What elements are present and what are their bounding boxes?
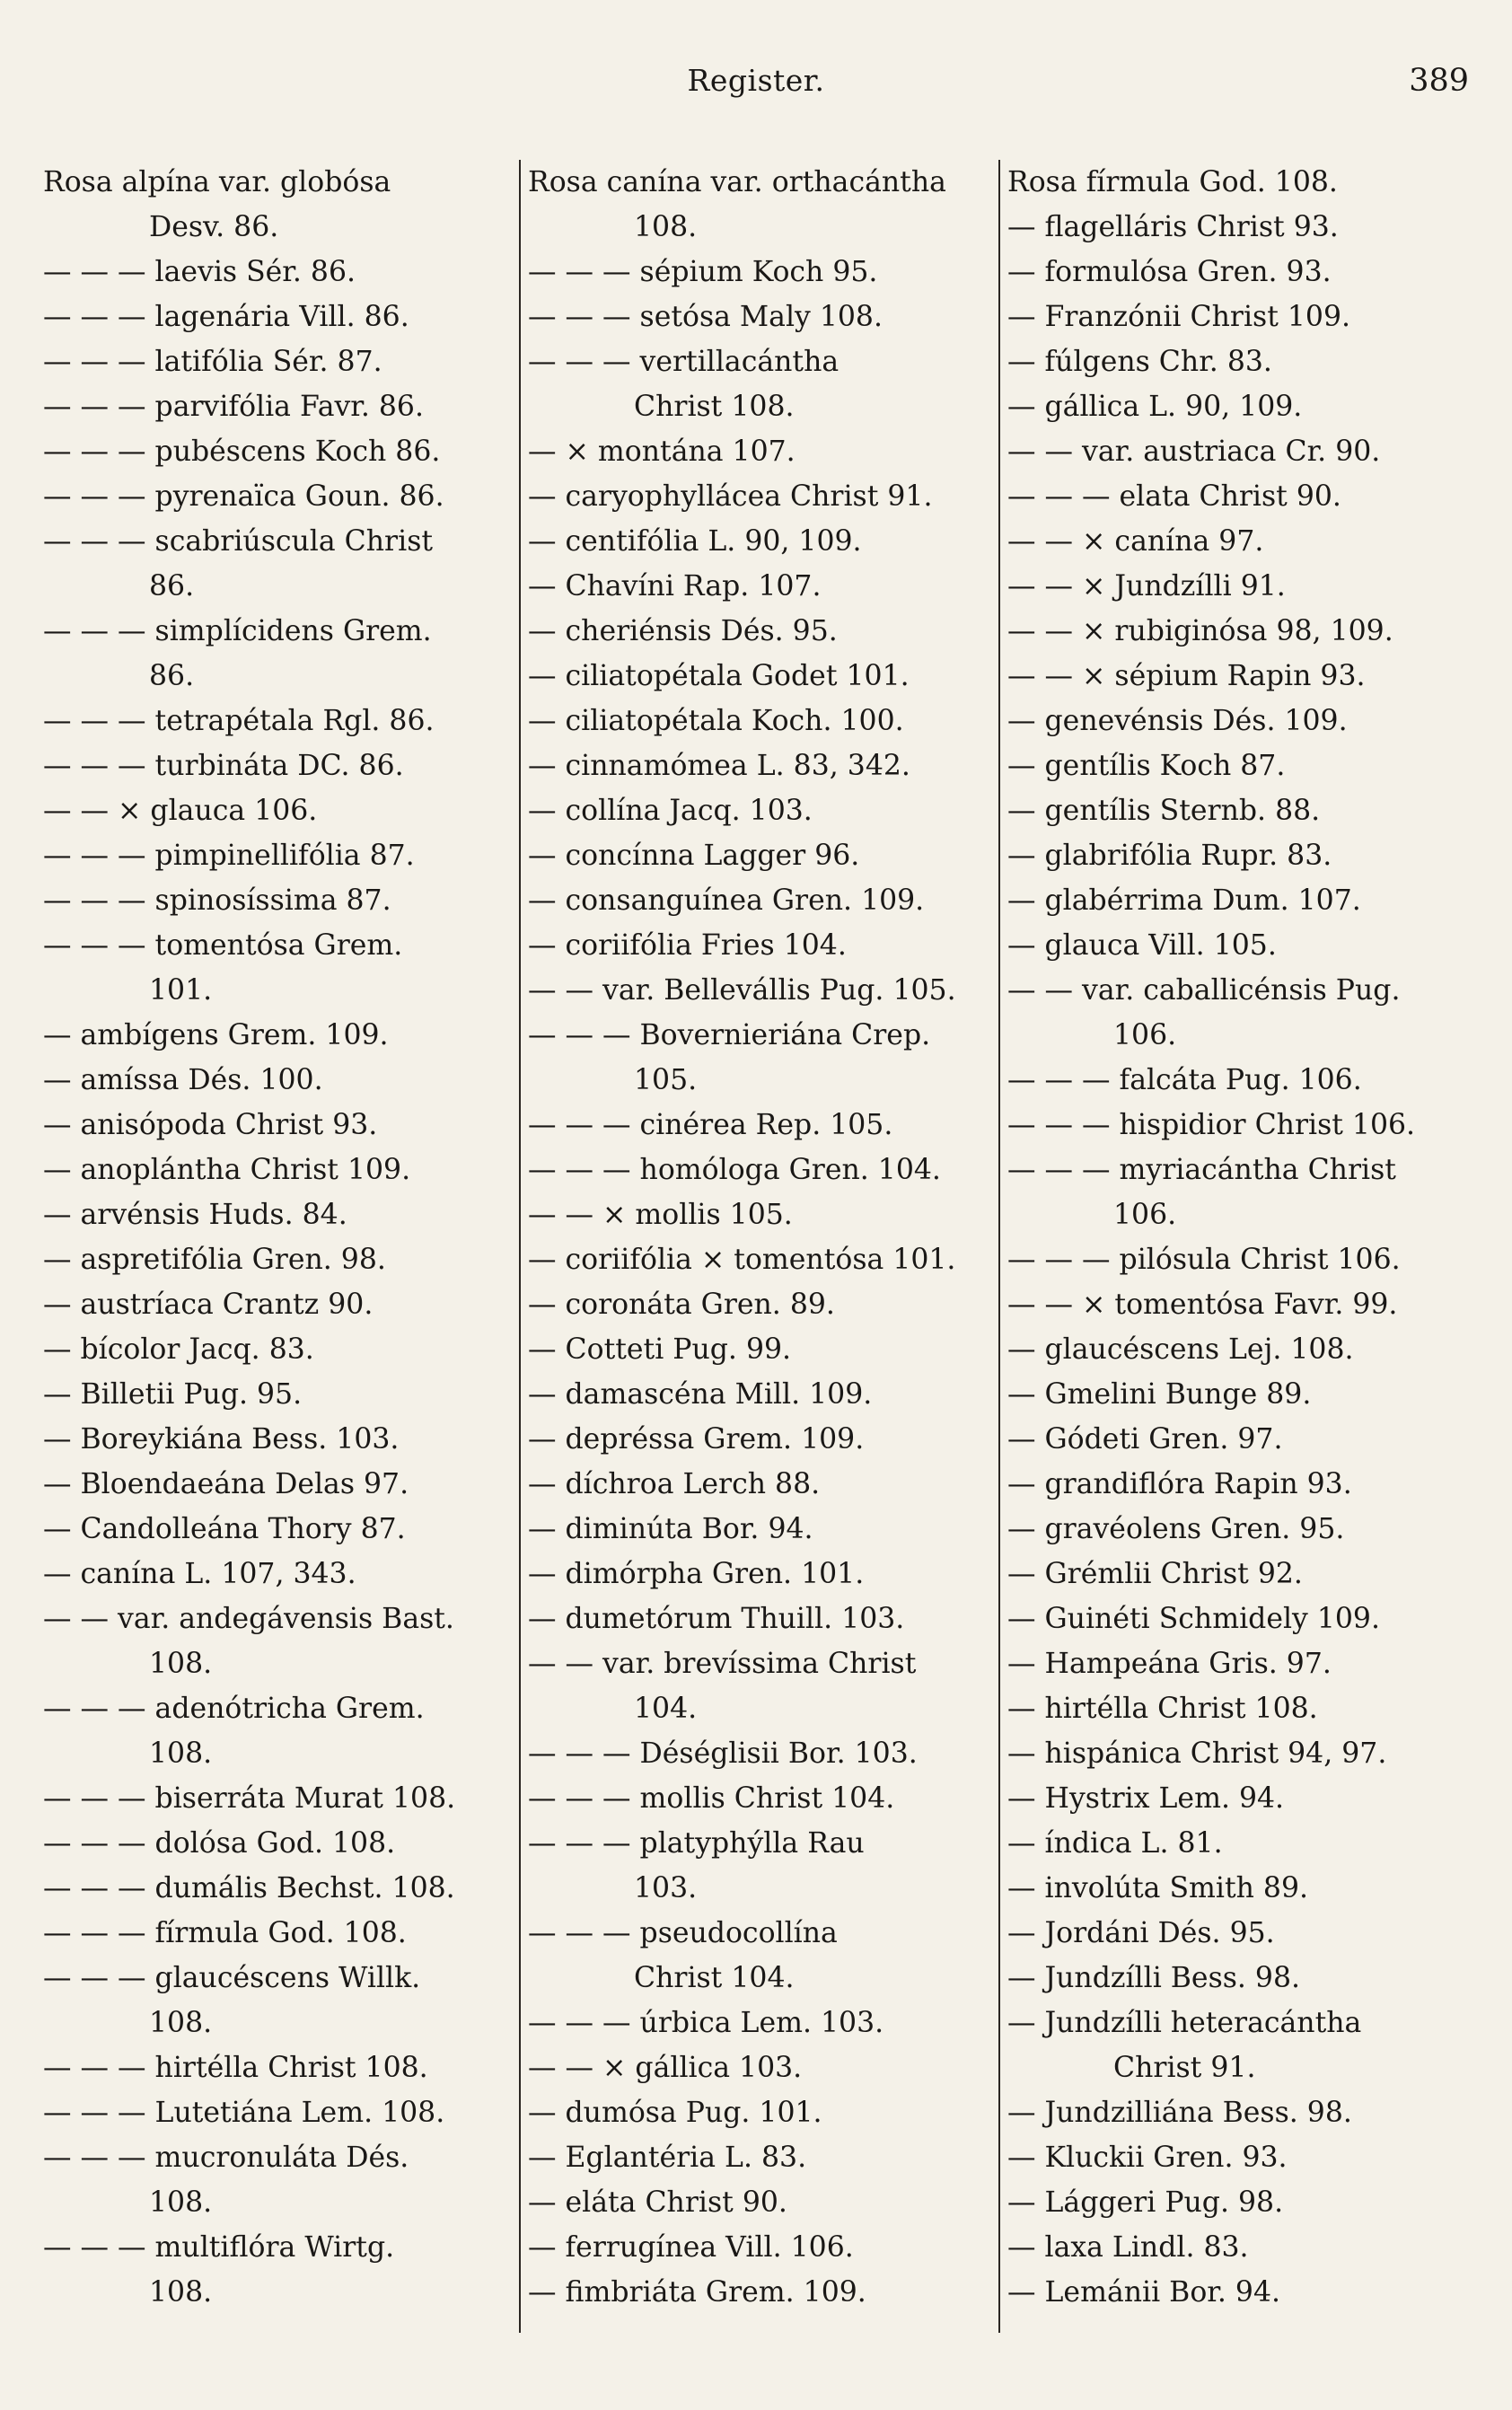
index-entry (43, 1596, 519, 1686)
index-entry-text: — Hampeána Gris. 97. (1007, 1648, 1332, 1680)
index-entry-text: — flagelláris Christ 93. (1007, 211, 1339, 243)
index-entry-text: — Hystrix Lem. 94. (1007, 1782, 1285, 1815)
index-entry (528, 2090, 1004, 2135)
index-entry-text: — glabérrima Dum. 107. (1007, 884, 1361, 917)
index-entry-text: Rosa canína var. orthacántha (528, 166, 946, 198)
index-entry (1007, 878, 1483, 923)
index-entry (1007, 1956, 1483, 2001)
index-entry-text: — ciliatopétala Godet 101. (528, 660, 910, 692)
index-entry-text: — caryophyllácea Christ 91. (528, 480, 933, 513)
index-entry (43, 788, 519, 833)
index-entry (1007, 2180, 1483, 2225)
index-entry (1007, 250, 1483, 295)
index-entry-text: — — — platyphýlla Rau (528, 1827, 865, 1860)
index-entry (528, 2045, 1004, 2090)
index-entry-text: — — — tetrapétala Rgl. 86. (43, 705, 435, 737)
index-entry (1007, 1282, 1483, 1327)
index-entry (43, 1237, 519, 1282)
index-entry-text: — — var. brevíssima Christ (528, 1648, 917, 1680)
index-entry-continuation: Christ 91. (1113, 2052, 1256, 2084)
index-entry (1007, 788, 1483, 833)
index-entry-text: — formulósa Gren. 93. (1007, 256, 1332, 288)
index-entry-text: — Jordáni Dés. 95. (1007, 1917, 1275, 1949)
index-entry (1007, 1372, 1483, 1417)
index-entry-text: — Franzónii Christ 109. (1007, 301, 1350, 333)
index-entry (1007, 1103, 1483, 1148)
index-entry (528, 339, 1004, 429)
index-entry (1007, 654, 1483, 699)
index-entry (1007, 1596, 1483, 1641)
index-entry-text: — — var. caballicénsis Pug. (1007, 974, 1401, 1007)
index-entry-text: — — — vertillacántha (528, 346, 840, 378)
index-entry (1007, 1327, 1483, 1372)
index-entry (528, 564, 1004, 609)
index-entry (528, 833, 1004, 878)
index-entry-text: — Eglantéria L. 83. (528, 2142, 807, 2174)
index-column-3 (1007, 160, 1483, 2315)
index-entry-text: — Gmelini Bunge 89. (1007, 1378, 1312, 1411)
index-entry (1007, 2001, 1483, 2090)
index-entry-text: — Kluckii Gren. 93. (1007, 2142, 1288, 2174)
index-entry-text: — coronáta Gren. 89. (528, 1289, 835, 1321)
index-entry-text: — × montána 107. (528, 435, 796, 468)
index-entry (43, 1686, 519, 1776)
index-entry-text: — — — setósa Maly 108. (528, 301, 883, 333)
index-entry-text: — involúta Smith 89. (1007, 1872, 1309, 1904)
index-entry (1007, 1641, 1483, 1686)
index-entry-text: — diminúta Bor. 94. (528, 1513, 813, 1545)
index-entry (43, 609, 519, 699)
index-entry-text: — — — falcáta Pug. 106. (1007, 1064, 1362, 1096)
index-entry-continuation: 106. (1113, 1199, 1177, 1231)
index-entry-text: — Grémlii Christ 92. (1007, 1558, 1303, 1590)
index-entry-text: — — — myriacántha Christ (1007, 1154, 1396, 1186)
index-entry-text: — concínna Lagger 96. (528, 840, 860, 872)
index-entry-text: — — — mucronuláta Dés. (43, 2142, 409, 2174)
index-entry (43, 699, 519, 743)
index-entry (43, 1866, 519, 1911)
index-entry (528, 1821, 1004, 1911)
index-entry (528, 699, 1004, 743)
index-entry (528, 1192, 1004, 1237)
index-entry (528, 2135, 1004, 2180)
index-entry (1007, 1776, 1483, 1821)
index-entry-text: — índica L. 81. (1007, 1827, 1223, 1860)
index-entry-text: — Lemánii Bor. 94. (1007, 2276, 1281, 2309)
index-entry-continuation: 101. (149, 974, 213, 1007)
index-entry (1007, 968, 1483, 1058)
index-entry (43, 1192, 519, 1237)
index-entry-text: — gállica L. 90, 109. (1007, 391, 1303, 423)
index-entry (528, 1552, 1004, 1596)
index-entry (528, 2225, 1004, 2270)
index-entry-continuation: Desv. 86. (149, 211, 279, 243)
index-entry-text: — — — dolósa God. 108. (43, 1827, 396, 1860)
index-entry (1007, 205, 1483, 250)
index-entry-continuation: 86. (149, 660, 195, 692)
index-entry-text: — — × sépium Rapin 93. (1007, 660, 1366, 692)
index-entry (528, 1462, 1004, 1507)
index-entry-continuation: 108. (634, 211, 698, 243)
index-entry-text: — consanguínea Gren. 109. (528, 884, 925, 917)
index-entry-text: — cinnamómea L. 83, 342. (528, 750, 910, 782)
running-head (0, 63, 1512, 117)
index-entry (528, 788, 1004, 833)
index-entry (1007, 833, 1483, 878)
index-entry-text: — Jundzílli heteracántha (1007, 2007, 1362, 2039)
index-entry-text: — — var. Bellevállis Pug. 105. (528, 974, 956, 1007)
index-entry (43, 519, 519, 609)
index-entry-continuation: 108. (149, 2276, 213, 2309)
index-entry (1007, 743, 1483, 788)
index-entry-text: — amíssa Dés. 100. (43, 1064, 323, 1096)
index-entry-text: — laxa Lindl. 83. (1007, 2231, 1249, 2264)
index-entry (528, 968, 1004, 1013)
index-entry (528, 1911, 1004, 2001)
index-entry-text: — genevénsis Dés. 109. (1007, 705, 1348, 737)
index-entry-text: — anoplántha Christ 109. (43, 1154, 411, 1186)
index-entry (43, 1552, 519, 1596)
index-entry-text: — — — glaucéscens Willk. (43, 1962, 421, 1994)
index-entry (528, 878, 1004, 923)
index-entry-text: — — — parvifólia Favr. 86. (43, 391, 424, 423)
index-entry (1007, 1417, 1483, 1462)
index-entry-text: — cheriénsis Dés. 95. (528, 615, 838, 647)
index-entry-text: — fimbriáta Grem. 109. (528, 2276, 866, 2309)
index-entry (43, 295, 519, 339)
index-entry-text: — Billetii Pug. 95. (43, 1378, 303, 1411)
index-entry-text: — — — elata Christ 90. (1007, 480, 1341, 513)
index-entry-text: — — × canína 97. (1007, 525, 1264, 558)
index-entry-text: — — — pimpinellifólia 87. (43, 840, 415, 872)
index-entry (528, 1776, 1004, 1821)
index-entry-continuation: 108. (149, 2186, 213, 2219)
index-entry-text: — hirtélla Christ 108. (1007, 1693, 1318, 1725)
index-entry-text: — bícolor Jacq. 83. (43, 1333, 314, 1366)
index-entry-continuation: 86. (149, 570, 195, 602)
index-entry-text: — aspretifólia Gren. 98. (43, 1244, 386, 1276)
index-entry (1007, 1462, 1483, 1507)
index-entry-text: — — — multiflóra Wirtg. (43, 2231, 395, 2264)
index-entry-text: — — — mollis Christ 104. (528, 1782, 895, 1815)
index-entry (1007, 429, 1483, 474)
index-entry-text: — gentílis Koch 87. (1007, 750, 1286, 782)
index-entry-text: — damascéna Mill. 109. (528, 1378, 873, 1411)
index-entry-text: — ambígens Grem. 109. (43, 1019, 389, 1051)
index-entry-text: — glaucéscens Lej. 108. (1007, 1333, 1354, 1366)
index-entry-text: — canína L. 107, 343. (43, 1558, 356, 1590)
index-entry-text: — eláta Christ 90. (528, 2186, 787, 2219)
index-entry-text: — — × rubiginósa 98, 109. (1007, 615, 1393, 647)
index-entry-text: — Cotteti Pug. 99. (528, 1333, 792, 1366)
index-entry (1007, 2225, 1483, 2270)
index-entry (528, 1507, 1004, 1552)
index-entry (528, 2001, 1004, 2045)
index-entry-text: — — — Lutetiána Lem. 108. (43, 2097, 445, 2129)
index-entry (43, 160, 519, 250)
index-entry-text: — dumósa Pug. 101. (528, 2097, 822, 2129)
index-entry-text: — — — turbináta DC. 86. (43, 750, 404, 782)
index-entry-text: — — — pyrenaïca Goun. 86. (43, 480, 444, 513)
index-entry-text: — — — hispidior Christ 106. (1007, 1109, 1416, 1141)
index-entry (528, 1327, 1004, 1372)
index-entry-text: — ferrugínea Vill. 106. (528, 2231, 854, 2264)
index-entry (528, 250, 1004, 295)
index-entry-text: — — × mollis 105. (528, 1199, 793, 1231)
index-entry-text: — — × tomentósa Favr. 99. (1007, 1289, 1398, 1321)
index-entry (1007, 923, 1483, 968)
index-entry (43, 833, 519, 878)
index-column-1 (43, 160, 519, 2315)
index-entry (1007, 1058, 1483, 1103)
index-entry-text: — Candolleána Thory 87. (43, 1513, 406, 1545)
index-entry (43, 1282, 519, 1327)
index-entry (1007, 1686, 1483, 1731)
index-entry (528, 609, 1004, 654)
index-entry-text: — — — lagenária Vill. 86. (43, 301, 409, 333)
index-entry (528, 2270, 1004, 2315)
index-entry-text: — — — scabriúscula Christ (43, 525, 434, 558)
index-entry (528, 1596, 1004, 1641)
index-column-2 (528, 160, 1004, 2315)
index-entry-text: — — — pseudocollína (528, 1917, 838, 1949)
index-entry-text: — Gódeti Gren. 97. (1007, 1423, 1283, 1456)
index-entry-text: — grandiflóra Rapin 93. (1007, 1468, 1352, 1500)
index-entry-continuation: 108. (149, 1648, 213, 1680)
index-entry (43, 878, 519, 923)
index-entry-text: — — — cinérea Rep. 105. (528, 1109, 893, 1141)
index-entry-continuation: 106. (1113, 1019, 1177, 1051)
index-entry (43, 2225, 519, 2315)
index-entry (1007, 1148, 1483, 1237)
index-entry (43, 2045, 519, 2090)
index-entry (1007, 474, 1483, 519)
index-entry-text: — — — homóloga Gren. 104. (528, 1154, 941, 1186)
index-entry-text: — — — Bovernieriána Crep. (528, 1019, 931, 1051)
index-entry-text: — Chavíni Rap. 107. (528, 570, 822, 602)
index-entry (1007, 699, 1483, 743)
index-entry-text: — — — úrbica Lem. 103. (528, 2007, 884, 2039)
index-entry-text: — dumetórum Thuill. 103. (528, 1603, 905, 1635)
index-entry (43, 923, 519, 1013)
index-entry-text: — — — laevis Sér. 86. (43, 256, 356, 288)
index-entry-text: Rosa fírmula God. 108. (1007, 166, 1338, 198)
index-entry (1007, 295, 1483, 339)
index-entry-text: — — — spinosíssima 87. (43, 884, 391, 917)
index-entry (528, 295, 1004, 339)
index-entry (1007, 1237, 1483, 1282)
index-entry (528, 1282, 1004, 1327)
index-entry (1007, 1821, 1483, 1866)
index-entry (528, 1641, 1004, 1731)
index-entry-continuation: 103. (634, 1872, 698, 1904)
index-entry-text: — — — dumális Bechst. 108. (43, 1872, 455, 1904)
index-entry (43, 2135, 519, 2225)
index-entry (1007, 2090, 1483, 2135)
index-entry (528, 923, 1004, 968)
index-entry (528, 1013, 1004, 1103)
index-entry (528, 1372, 1004, 1417)
index-entry-text: — díchroa Lerch 88. (528, 1468, 821, 1500)
index-entry (43, 339, 519, 384)
index-entry-text: — collína Jacq. 103. (528, 795, 813, 827)
index-entry-text: — arvénsis Huds. 84. (43, 1199, 347, 1231)
index-entry-text: — dimórpha Gren. 101. (528, 1558, 865, 1590)
index-entry (43, 250, 519, 295)
index-entry-text: — — — sépium Koch 95. (528, 256, 878, 288)
index-entry (43, 1013, 519, 1058)
index-entry-text: — — × glauca 106. (43, 795, 318, 827)
index-entry-text: — — — adenótricha Grem. (43, 1693, 425, 1725)
index-entry (528, 429, 1004, 474)
index-entry-text: — gentílis Sternb. 88. (1007, 795, 1321, 827)
index-entry-text: — Jundzílli Bess. 98. (1007, 1962, 1301, 1994)
running-title: Register. (687, 63, 825, 98)
index-entry (1007, 1911, 1483, 1956)
index-entry-text: — glabrifólia Rupr. 83. (1007, 840, 1332, 872)
index-entry (528, 2180, 1004, 2225)
index-entry (1007, 339, 1483, 384)
index-entry (43, 2090, 519, 2135)
column-divider (519, 160, 521, 2333)
index-entry-text: — ciliatopétala Koch. 100. (528, 705, 904, 737)
index-entry (528, 160, 1004, 250)
index-entry (528, 1731, 1004, 1776)
index-entry-text: — — — pubéscens Koch 86. (43, 435, 441, 468)
index-entry (1007, 1731, 1483, 1776)
index-entry (43, 1776, 519, 1821)
index-entry (43, 1148, 519, 1192)
index-entry (1007, 2135, 1483, 2180)
index-entry-text: — — — hirtélla Christ 108. (43, 2052, 428, 2084)
index-entry-text: — — × gállica 103. (528, 2052, 803, 2084)
index-entry (43, 1372, 519, 1417)
index-entry (43, 384, 519, 429)
index-entry (43, 1821, 519, 1866)
index-entry (1007, 519, 1483, 564)
index-entry (43, 1417, 519, 1462)
index-entry (43, 1103, 519, 1148)
index-entry-continuation: Christ 104. (634, 1962, 795, 1994)
index-entry-text: — Lággeri Pug. 98. (1007, 2186, 1284, 2219)
index-entry (1007, 160, 1483, 205)
index-entry-text: — — — biserráta Murat 108. (43, 1782, 456, 1815)
index-entry-text: — — — tomentósa Grem. (43, 929, 403, 962)
index-entry (528, 1148, 1004, 1192)
column-divider (998, 160, 1000, 2333)
index-entry (1007, 1507, 1483, 1552)
index-entry-text: — coriifólia × tomentósa 101. (528, 1244, 956, 1276)
index-entry-text: — hispánica Christ 94, 97. (1007, 1737, 1387, 1770)
index-entry-text: — — var. austriaca Cr. 90. (1007, 435, 1381, 468)
index-entry-continuation: Christ 108. (634, 391, 795, 423)
index-entry-text: — fúlgens Chr. 83. (1007, 346, 1272, 378)
index-entry-text: Rosa alpína var. globósa (43, 166, 391, 198)
index-entry (1007, 1552, 1483, 1596)
index-entry (528, 474, 1004, 519)
index-entry (1007, 1866, 1483, 1911)
index-entry (1007, 2270, 1483, 2315)
index-entry-text: — depréssa Grem. 109. (528, 1423, 865, 1456)
index-entry-text: — centifólia L. 90, 109. (528, 525, 862, 558)
index-entry (528, 1103, 1004, 1148)
index-entry (1007, 609, 1483, 654)
index-entry-continuation: 108. (149, 2007, 213, 2039)
index-entry-text: — — — latifólia Sér. 87. (43, 346, 382, 378)
index-entry-continuation: 104. (634, 1693, 698, 1725)
index-entry (528, 519, 1004, 564)
index-entry (528, 1237, 1004, 1282)
index-entry-text: — Jundzilliána Bess. 98. (1007, 2097, 1352, 2129)
index-entry (43, 1956, 519, 2045)
index-entry (1007, 564, 1483, 609)
index-entry (1007, 384, 1483, 429)
index-entry-text: — — — pilósula Christ 106. (1007, 1244, 1401, 1276)
index-entry (43, 474, 519, 519)
index-entry (528, 1417, 1004, 1462)
index-entry-text: — Guinéti Schmidely 109. (1007, 1603, 1380, 1635)
index-entry (43, 1507, 519, 1552)
page-number: 389 (1409, 63, 1469, 99)
index-entry (43, 1911, 519, 1956)
index-entry-text: — — × Jundzílli 91. (1007, 570, 1286, 602)
index-entry-text: — — — Déséglisii Bor. 103. (528, 1737, 918, 1770)
index-entry (43, 1327, 519, 1372)
index-entry-text: — Boreykiána Bess. 103. (43, 1423, 400, 1456)
index-entry (43, 429, 519, 474)
index-entry-text: — — — fírmula God. 108. (43, 1917, 407, 1949)
index-entry-text: — gravéolens Gren. 95. (1007, 1513, 1345, 1545)
index-entry-text: — coriifólia Fries 104. (528, 929, 847, 962)
index-entry (43, 1462, 519, 1507)
index-entry-text: — — var. andegávensis Bast. (43, 1603, 454, 1635)
index-entry-text: — glauca Vill. 105. (1007, 929, 1277, 962)
index-entry (43, 743, 519, 788)
index-entry (528, 654, 1004, 699)
index-entry-continuation: 105. (634, 1064, 698, 1096)
index-entry-text: — anisópoda Christ 93. (43, 1109, 378, 1141)
index-entry-continuation: 108. (149, 1737, 213, 1770)
index-entry-text: — — — simplícidens Grem. (43, 615, 432, 647)
index-entry-text: — austríaca Crantz 90. (43, 1289, 374, 1321)
index-entry (43, 1058, 519, 1103)
index-entry (528, 743, 1004, 788)
index-entry-text: — Bloendaeána Delas 97. (43, 1468, 409, 1500)
